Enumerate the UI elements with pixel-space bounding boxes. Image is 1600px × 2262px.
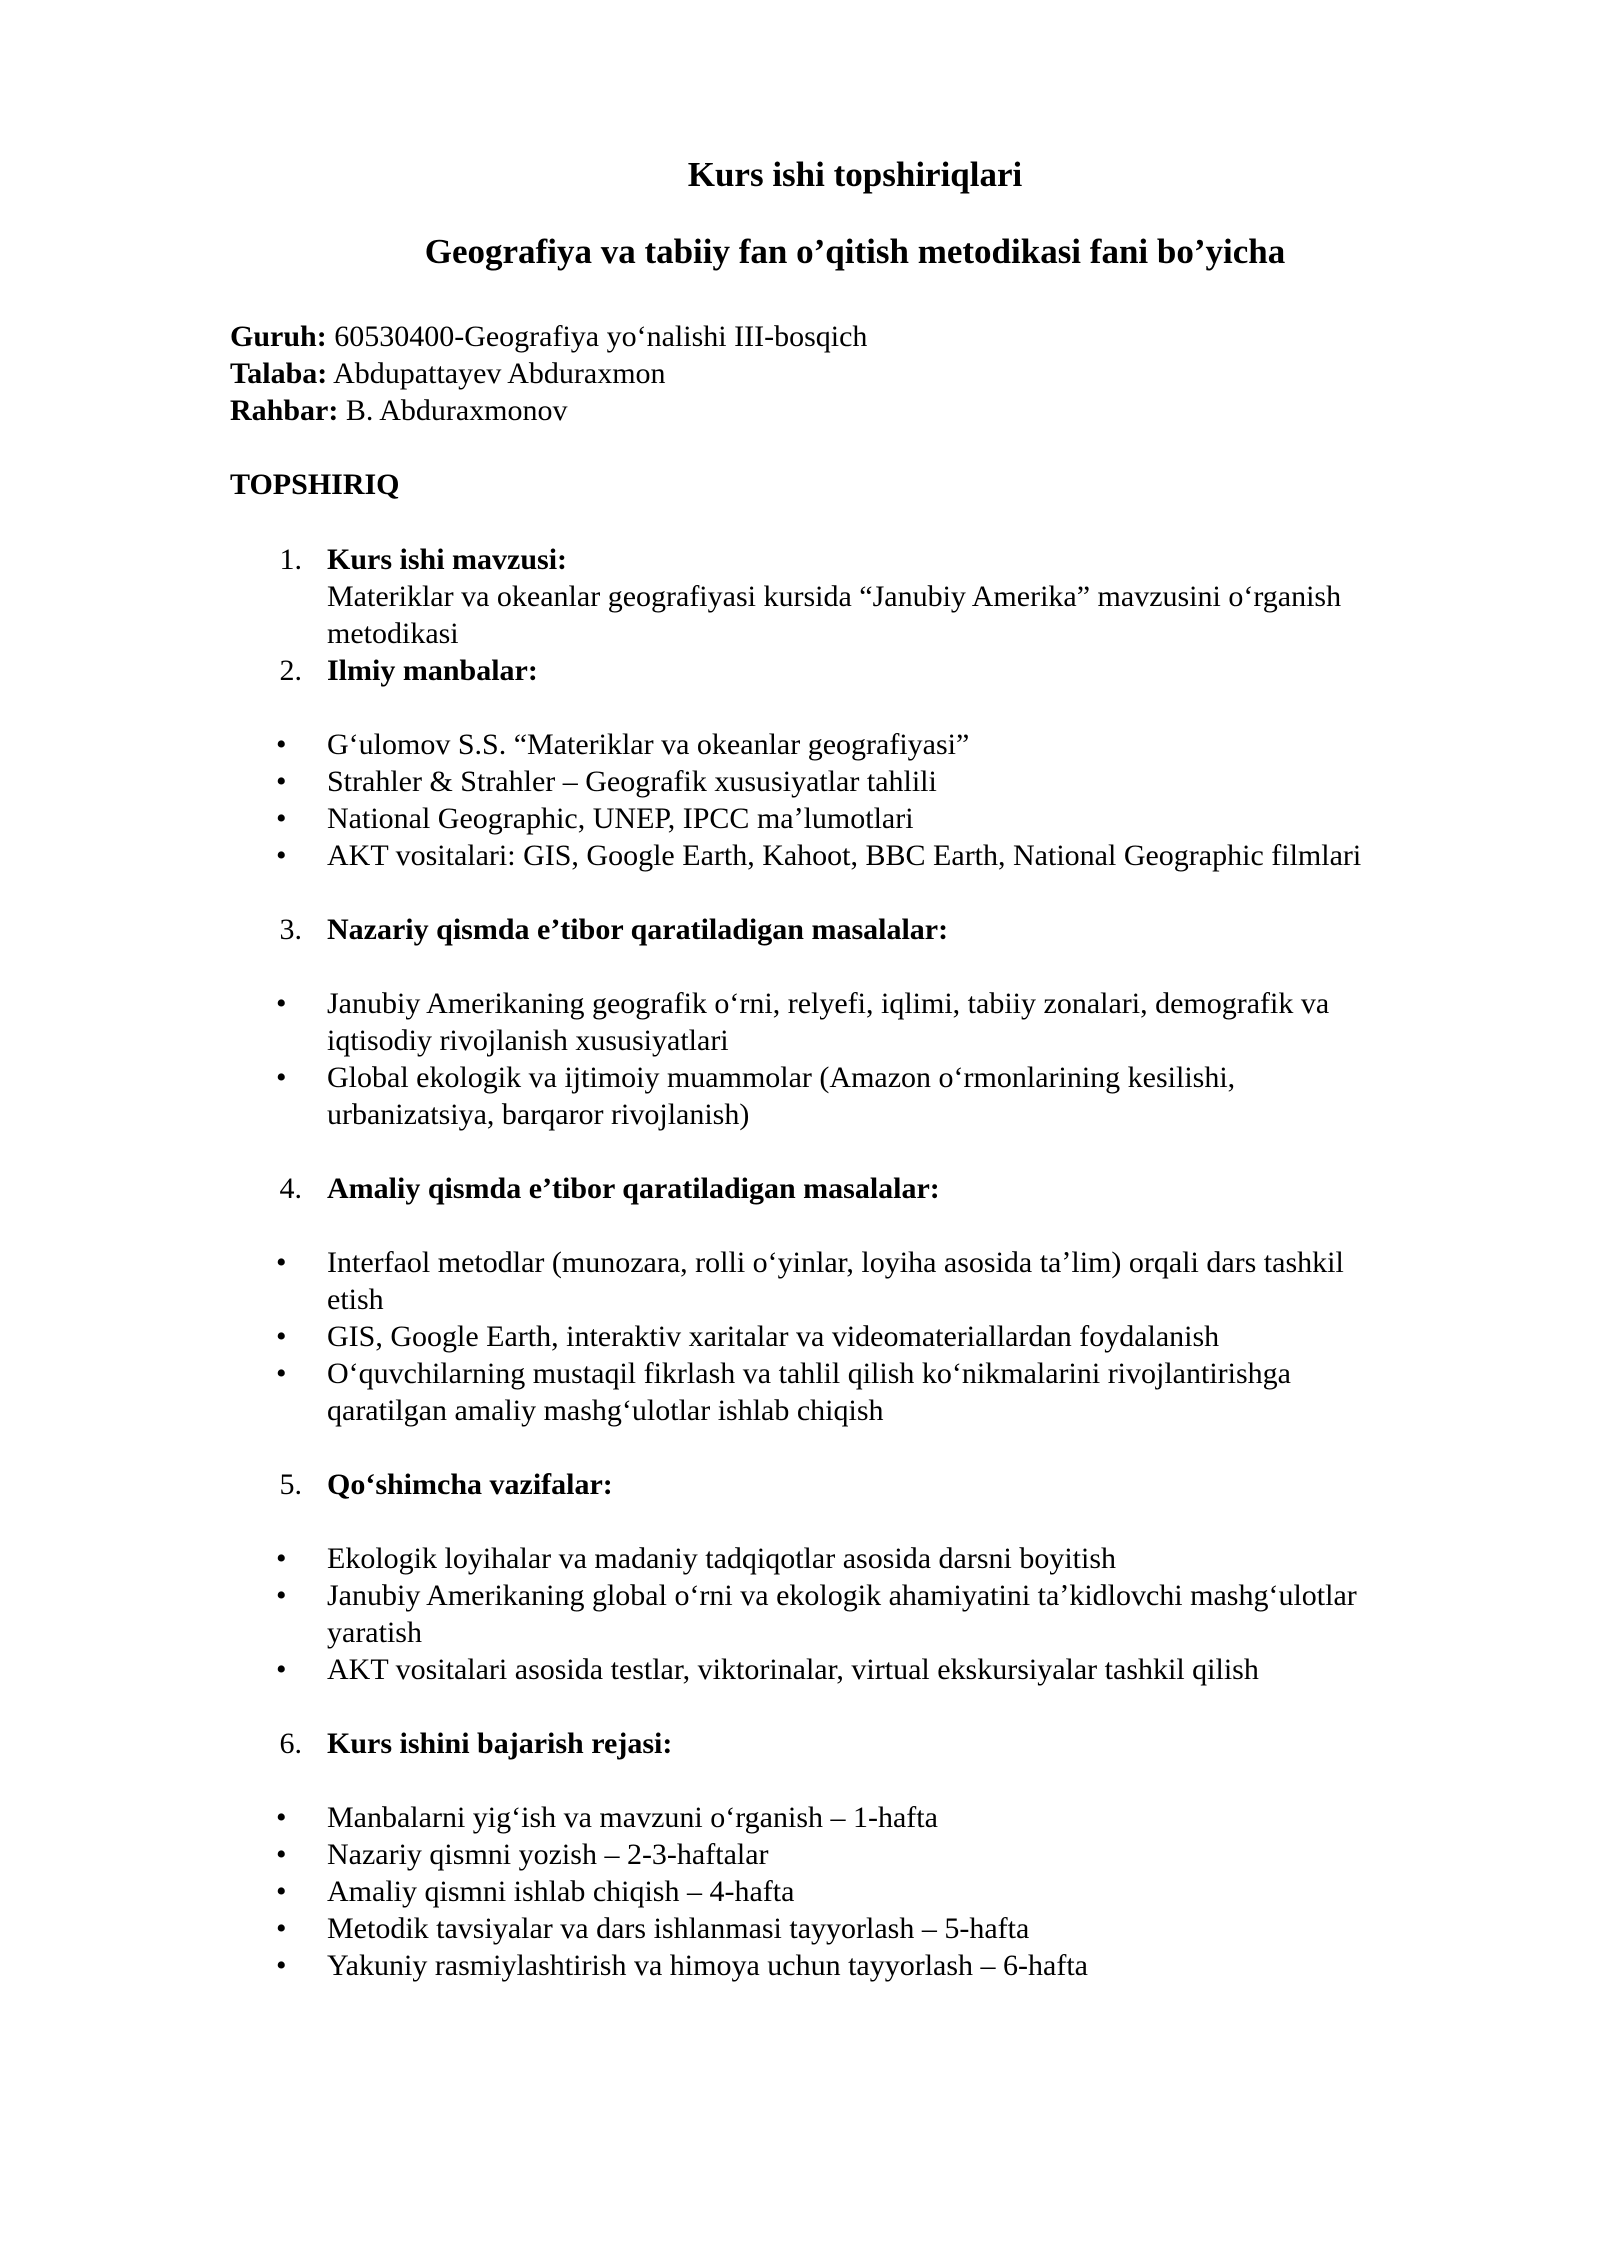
bullet-icon: • <box>276 1801 287 1834</box>
list-item-line: AKT vositalari asosida testlar, viktorinalar, virtual ekskursiyalar tashkil qilish <box>327 1653 1259 1686</box>
section-heading: Qoʻshimcha vazifalar: <box>327 1468 613 1501</box>
bullet-icon: • <box>276 1357 287 1390</box>
bullet-icon: • <box>276 1949 287 1982</box>
section-text-line: Materiklar va okeanlar geografiyasi kursida “Janubiy Amerika” mavzusini oʻrganish <box>327 580 1342 613</box>
list-item-line: qaratilgan amaliy mashgʻulotlar ishlab chiqish <box>327 1394 884 1427</box>
list-item-line: Ekologik loyihalar va madaniy tadqiqotlar asosida darsni boyitish <box>327 1542 1117 1575</box>
list-item-line: Amaliy qismni ishlab chiqish – 4-hafta <box>327 1875 795 1908</box>
bullet-icon: • <box>276 987 287 1020</box>
list-item-line: AKT vositalari: GIS, Google Earth, Kahoot, BBC Earth, National Geographic filmlari <box>327 839 1362 872</box>
list-item-line: Janubiy Amerikaning geografik oʻrni, relyefi, iqlimi, tabiiy zonalari, demografik va <box>327 987 1330 1020</box>
list-item-line: Oʻquvchilarning mustaqil fikrlash va tahlil qilish koʻnikmalarini rivojlantirishga <box>327 1357 1291 1390</box>
student-label: Talaba: <box>230 357 328 390</box>
task-heading: TOPSHIRIQ <box>230 468 400 501</box>
section-number: 6. <box>279 1727 302 1760</box>
meta-block <box>230 318 867 429</box>
supervisor-value: B. Abduraxmonov <box>345 394 568 427</box>
supervisor-label: Rahbar: <box>230 394 339 427</box>
section-number: 1. <box>279 543 302 576</box>
bullet-icon: • <box>276 1542 287 1575</box>
section-text-line: metodikasi <box>327 617 459 650</box>
group-value: 60530400-Geografiya yoʻnalishi III-bosqich <box>334 320 868 353</box>
document-title: Kurs ishi topshiriqlari <box>687 155 1023 194</box>
list-item-line: Metodik tavsiyalar va dars ishlanmasi tayyorlash – 5-hafta <box>327 1912 1030 1945</box>
bullet-icon: • <box>276 728 287 761</box>
list-item-line: yaratish <box>327 1616 422 1649</box>
bullet-icon: • <box>276 1246 287 1279</box>
section-number: 3. <box>279 913 302 946</box>
list-item-line: urbanizatsiya, barqaror rivojlanish) <box>327 1098 750 1131</box>
section-heading: Kurs ishini bajarish rejasi: <box>327 1727 673 1760</box>
section-number: 4. <box>279 1172 302 1205</box>
list-item-line: National Geographic, UNEP, IPCC maʼlumotlari <box>327 802 914 835</box>
bullet-icon: • <box>276 1579 287 1612</box>
group-label: Guruh: <box>230 320 327 353</box>
list-item-line: etish <box>327 1283 384 1316</box>
bullet-icon: • <box>276 802 287 835</box>
bullet-icon: • <box>276 1912 287 1945</box>
section-number: 2. <box>279 654 302 687</box>
list-item-line: Global ekologik va ijtimoiy muammolar (Amazon oʻrmonlarining kesilishi, <box>327 1061 1236 1094</box>
bullet-icon: • <box>276 1838 287 1871</box>
bullet-icon: • <box>276 1653 287 1686</box>
list-item-line: Gʻulomov S.S. “Materiklar va okeanlar geografiyasi” <box>327 728 970 761</box>
section-heading: Kurs ishi mavzusi: <box>327 543 568 576</box>
bullet-icon: • <box>276 1320 287 1353</box>
document-subtitle: Geografiya va tabiiy fan o’qitish metodikasi fani bo’yicha <box>424 232 1286 271</box>
list-item-line: Interfaol metodlar (munozara, rolli oʻyinlar, loyiha asosida taʼlim) orqali dars tashkil <box>327 1246 1344 1279</box>
section-heading: Nazariy qismda e’tibor qaratiladigan masalalar: <box>327 913 949 946</box>
section-heading: Amaliy qismda e’tibor qaratiladigan masalalar: <box>327 1172 940 1205</box>
list-item-line: Janubiy Amerikaning global oʻrni va ekologik ahamiyatini taʼkidlovchi mashgʻulotlar <box>327 1579 1357 1612</box>
student-value: Abdupattayev Abduraxmon <box>333 357 666 390</box>
list-item-line: iqtisodiy rivojlanish xususiyatlari <box>327 1024 729 1057</box>
list-item-line: Nazariy qismni yozish – 2-3-haftalar <box>327 1838 769 1871</box>
student-row <box>230 355 867 392</box>
bullet-icon: • <box>276 839 287 872</box>
bullet-icon: • <box>276 1875 287 1908</box>
section-number: 5. <box>279 1468 302 1501</box>
bullet-icon: • <box>276 1061 287 1094</box>
section-heading: Ilmiy manbalar: <box>327 654 538 687</box>
list-item-line: Yakuniy rasmiylashtirish va himoya uchun tayyorlash – 6-hafta <box>327 1949 1088 1982</box>
list-item-line: Manbalarni yigʻish va mavzuni oʻrganish – 1-hafta <box>327 1801 938 1834</box>
bullet-icon: • <box>276 765 287 798</box>
list-item-line: Strahler & Strahler – Geografik xususiyatlar tahlili <box>327 765 937 798</box>
list-item-line: GIS, Google Earth, interaktiv xaritalar va videomateriallardan foydalanish <box>327 1320 1220 1353</box>
supervisor-row <box>230 392 867 429</box>
group-row <box>230 318 867 355</box>
